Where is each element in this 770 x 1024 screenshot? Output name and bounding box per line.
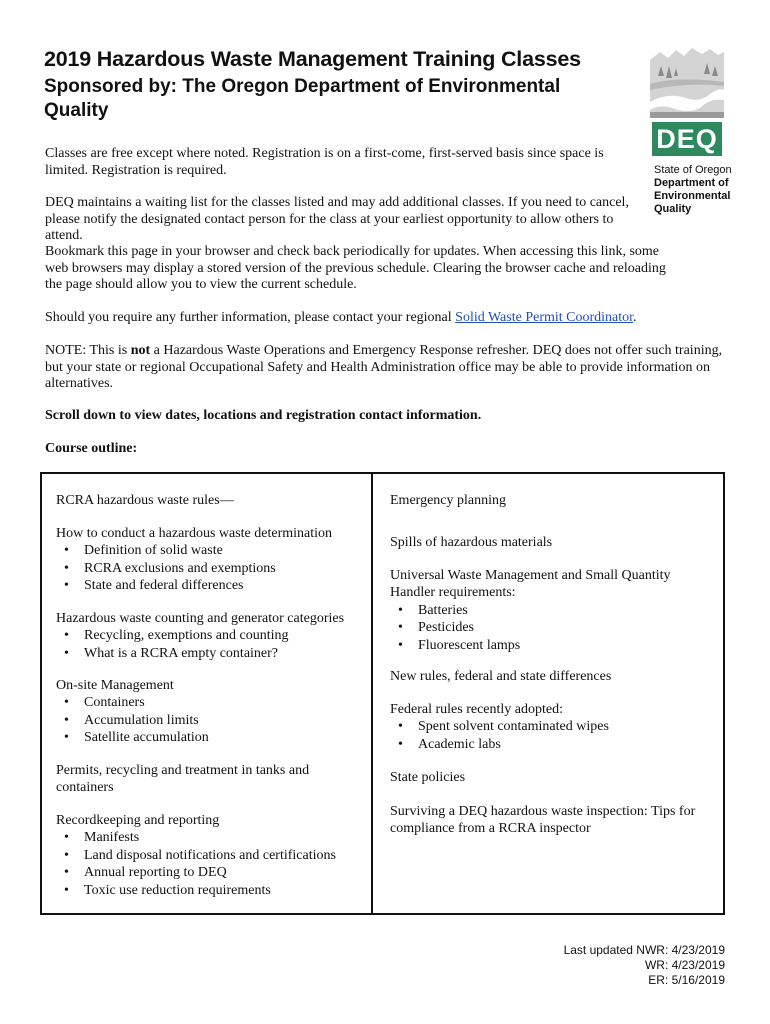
topic-heading: How to conduct a hazardous waste determination [56,526,333,541]
note-emphasis: not [130,343,151,358]
contact-period: . [633,310,637,325]
list-item: • Toxic use reduction requirements [56,882,336,899]
last-updated-er: ER: 5/16/2019 [648,973,725,987]
outline-topic [390,701,609,753]
list-item: • Land disposal notifications and certifications [56,847,336,864]
note-paragraph [45,343,725,393]
list-item: • Accumulation limits [56,712,209,729]
contact-paragraph [45,310,725,327]
note-text: a Hazardous Waste Operations and Emergency Response refresher. DEQ does not offer such training, but your state or regional Occupational Safety and Health Administration office may be able to provide information on alternatives. [45,343,723,391]
topic-heading: On-site Management [56,678,174,693]
outline-topic [390,492,506,509]
topic-heading: Federal rules recently adopted: [390,702,563,717]
solid-waste-coordinator-link[interactable]: Solid Waste Permit Coordinator [455,310,634,325]
outline-topic [390,567,700,654]
topic-heading: Emergency planning [390,493,506,508]
dept-line-1: Department of [654,177,729,189]
topic-list [56,694,209,746]
list-item: • State and federal differences [56,577,332,594]
note-prefix: NOTE: This is [45,343,131,358]
topic-heading: New rules, federal and state differences [390,669,612,684]
waiting-list-paragraph: DEQ maintains a waiting list for the classes listed and may add additional classes. If you need to cancel, please notify the designated contact person for the class at your earliest opportunity to allow others to attend. [45,195,629,243]
list-item: • RCRA exclusions and exemptions [56,560,332,577]
topic-list [56,829,336,899]
topic-heading: Surviving a DEQ hazardous waste inspection: Tips for compliance from a RCRA inspector [390,804,696,837]
topic-heading: RCRA hazardous waste rules— [56,493,234,508]
list-item: • Spent solvent contaminated wipes [390,718,609,735]
topic-heading: Recordkeeping and reporting [56,813,220,828]
outline-topic [56,492,234,509]
topic-heading: State policies [390,770,466,785]
state-line: State of Oregon [654,164,732,176]
list-item: • Containers [56,694,209,711]
list-item: • Batteries [390,602,700,619]
topic-heading: Hazardous waste counting and generator categories [56,611,345,626]
list-item: • Manifests [56,829,336,846]
intro-paragraph: Classes are free except where noted. Registration is on a first-come, first-served basis since space is limited. Registration is required. [45,146,604,178]
list-item: • Pesticides [390,619,700,636]
topic-heading: Spills of hazardous materials [390,535,553,550]
list-item: • Academic labs [390,736,609,753]
outline-topic [390,534,552,551]
page-subtitle: Sponsored by: The Oregon Department of Environmental Quality [44,76,561,121]
list-item: • Recycling, exemptions and counting [56,627,344,644]
outline-topic [390,769,465,786]
deq-agency-name [654,164,732,216]
page-title: 2019 Hazardous Waste Management Training Classes [44,47,581,71]
outline-topic [390,803,705,838]
outline-topic [56,762,326,797]
last-updated-nwr: Last updated NWR: 4/23/2019 [563,943,725,957]
outline-topic [56,610,344,662]
topic-list [56,542,332,594]
topic-heading: Permits, recycling and treatment in tanks and containers [56,763,310,796]
dept-line-3: Quality [654,203,692,215]
list-item: • What is a RCRA empty container? [56,645,344,662]
deq-landscape-logo [648,40,726,120]
list-item: • Annual reporting to DEQ [56,864,336,881]
scroll-instruction: Scroll down to view dates, locations and registration contact information. [45,408,482,423]
outline-topic [56,812,336,899]
dept-line-2: Environmental [654,190,731,202]
deq-logo-badge: DEQ [652,122,722,156]
topic-heading: Universal Waste Management and Small Quantity Handler requirements: [390,568,671,601]
last-updated [564,943,725,988]
list-item: • Definition of solid waste [56,542,332,559]
list-item: • Satellite accumulation [56,729,209,746]
last-updated-wr: WR: 4/23/2019 [644,958,725,972]
bookmark-paragraph: Bookmark this page in your browser and check back periodically for updates. When accessing this link, some web browsers may display a stored version of the previous schedule. Clearing the browser cache and reloading the page should allow you to view the current schedule. [45,244,666,292]
outline-topic [56,525,332,595]
contact-text: Should you require any further information, please contact your regional [45,310,456,325]
outline-topic [390,668,611,685]
topic-list [390,602,700,654]
topic-list [56,627,344,662]
list-item: • Fluorescent lamps [390,637,700,654]
column-divider [371,472,373,915]
outline-topic [56,677,209,747]
course-outline-heading: Course outline: [45,441,138,456]
topic-list [390,718,609,753]
